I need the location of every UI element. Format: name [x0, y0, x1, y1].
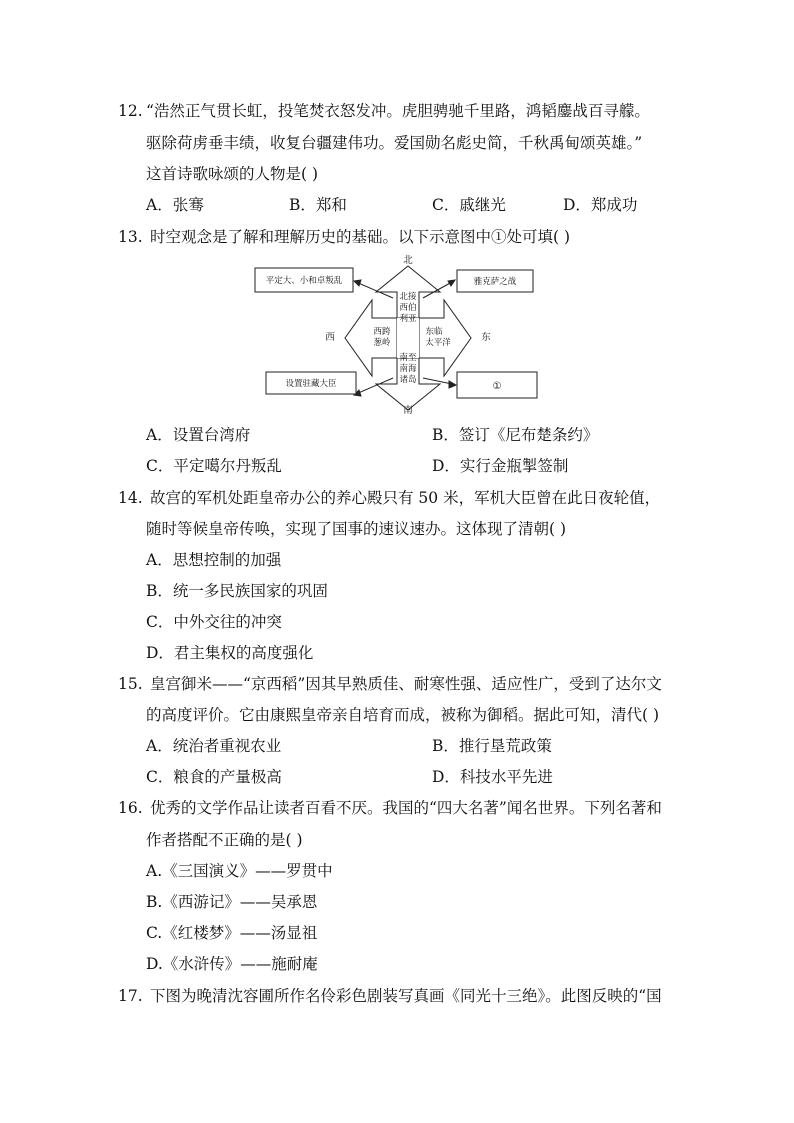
option-a: A．张骞 [146, 196, 204, 214]
west-arrow-text: 西跨 [373, 327, 391, 337]
east-arrow-text: 太平洋 [425, 338, 451, 348]
west-arrow-text: 葱岭 [373, 338, 391, 348]
question-text-line: 时空观念是了解和理解历史的基础。以下示意图中①处可填( ) [150, 228, 571, 246]
question-text-line: “浩然正气贯长虹，投笔焚衣怒发冲。虎胆骋驰千里路，鸿韬鏖战百寻艨。 [146, 102, 650, 120]
box-sw-text: 设置驻藏大臣 [285, 379, 337, 389]
question-number: 12. [118, 102, 143, 120]
option-a: A.《三国演义》——罗贯中 [146, 862, 333, 880]
north-arrow-text: 北接 [399, 292, 417, 302]
box-se-text: ① [492, 381, 502, 392]
option-d: D．郑成功 [563, 196, 638, 214]
south-arrow-text: 南海 [399, 364, 417, 374]
arrow-to-se [423, 378, 452, 384]
territory-diagram [250, 254, 550, 416]
question-text-line: 这首诗歌咏颂的人物是( ) [146, 165, 319, 183]
north-label: 北 [403, 255, 413, 266]
question-number: 13. [118, 228, 143, 246]
question-number: 17. [118, 987, 143, 1005]
east-label: 东 [481, 332, 491, 343]
option-c: C．戚继光 [432, 196, 506, 214]
question-text-line: 故宫的军机处距皇帝办公的养心殿只有 50 米，军机大臣曾在此日夜轮值， [150, 489, 661, 507]
option-b: B．推行垦荒政策 [432, 737, 552, 755]
option-c: C.《红楼梦》——汤显祖 [146, 924, 318, 942]
option-d: D．科技水平先进 [432, 768, 553, 786]
box-nw-text: 平定大、小和卓叛乱 [265, 276, 343, 286]
question-number: 16. [118, 799, 143, 817]
option-b: B.《西游记》——吴承恩 [146, 893, 318, 911]
question-text-line: 作者搭配不正确的是( ) [146, 831, 303, 849]
question-text-line: 驱除荷虏垂丰绩，收复台疆建伟功。爱国勋名彪史简，千秋禹甸颂英雄。” [146, 134, 643, 152]
south-arrow-text: 南至 [399, 353, 417, 363]
box-ne-text: 雅克萨之战 [473, 277, 517, 287]
south-label: 南 [403, 405, 413, 416]
south-arrow-text: 诸岛 [399, 375, 417, 385]
east-arrow-text: 东临 [425, 327, 443, 337]
question-number: 15. [118, 675, 143, 693]
question-text-line: 皇宫御米——“京西稻”因其早熟质佳、耐寒性强、适应性广，受到了达尔文 [150, 675, 662, 693]
question-number: 14. [118, 489, 143, 507]
north-arrow-text: 利亚 [399, 314, 417, 324]
option-d: D．实行金瓶掣签制 [432, 457, 569, 475]
north-arrow-text: 西伯 [399, 303, 417, 313]
option-c: C．平定噶尔丹叛乱 [146, 457, 282, 475]
question-text-line: 的高度评价。它由康熙皇帝亲自培育而成，被称为御稻。据此可知，清代( ) [146, 706, 660, 724]
option-b: B．郑和 [289, 196, 347, 214]
option-b: B．统一多民族国家的巩固 [146, 582, 328, 600]
option-d: D.《水浒传》——施耐庵 [146, 955, 318, 973]
option-b: B．签订《尼布楚条约》 [432, 426, 599, 444]
question-text-line: 优秀的文学作品让读者百看不厌。我国的“四大名著”闻名世界。下列名著和 [150, 799, 662, 817]
option-a: A．思想控制的加强 [146, 551, 282, 569]
option-a: A．设置台湾府 [146, 426, 251, 444]
option-c: C．粮食的产量极高 [146, 768, 282, 786]
option-a: A．统治者重视农业 [146, 737, 282, 755]
question-text-line: 下图为晚清沈容圃所作名伶彩色剧装写真画《同光十三绝》。此图反映的“国 [150, 987, 662, 1005]
question-text-line: 随时等候皇帝传唤，实现了国事的速议速办。这体现了清朝( ) [146, 520, 567, 538]
west-label: 西 [325, 332, 335, 343]
option-c: C．中外交往的冲突 [146, 613, 282, 631]
option-d: D．君主集权的高度强化 [146, 644, 314, 662]
